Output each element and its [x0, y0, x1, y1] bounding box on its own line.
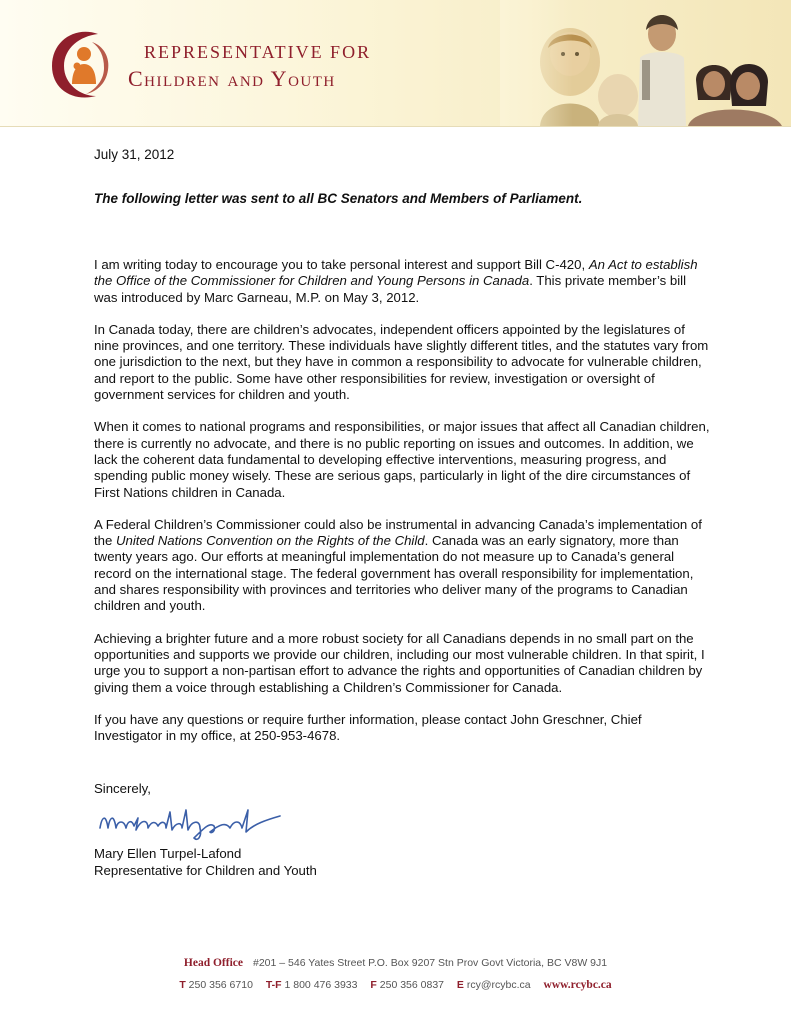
footer-address-line [0, 952, 791, 974]
paragraph-1 [94, 257, 712, 306]
fax-label: F [370, 979, 377, 991]
paragraph-1-text-b: . This private member’s bill was introduced by Marc Garneau, M.P. on May 3, 2012. [94, 273, 687, 305]
org-name-line1: REPRESENTATIVE FOR [144, 42, 372, 62]
signer-name: Mary Ellen Turpel-Lafond [94, 846, 242, 861]
tollfree-label: T-F [265, 979, 282, 991]
signer-block [94, 846, 317, 879]
paragraph-5: Achieving a brighter future and a more robust society for all Canadians depends in no small part on the opportunities and supports we provide our children, including our most vulnerable children. In that spirit, I urge you to support a non-partisan effort to advance the rights and opportunities of Canadian children by giving them a voice through establishing a Children’s Commissioner for Canada. [94, 630, 705, 695]
bill-title: An Act to establish the Office of the Commissioner for Children and Young Persons in Canada [94, 257, 698, 289]
email-label: E [456, 979, 464, 991]
paragraph-4 [94, 517, 712, 615]
un-convention-title: United Nations Convention on the Rights of the Child [116, 533, 425, 549]
children-photo-collage-icon [500, 0, 791, 126]
letter-footer [0, 952, 791, 996]
letter-intro-heading: The following letter was sent to all BC Senators and Members of Parliament. [94, 191, 583, 206]
tollfree-number[interactable]: 1 800 476 3933 [284, 979, 358, 991]
head-office-address: #201 – 546 Yates Street P.O. Box 9207 Stn Prov Govt Victoria, BC V8W 9J1 [252, 957, 608, 969]
paragraph-4-text-a: A Federal Children’s Commissioner could also be instrumental in advancing Canada’s implementation of the [94, 516, 702, 549]
head-office-label: Head Office [183, 957, 243, 969]
rcy-logo-icon [46, 24, 116, 104]
paragraph-2: In Canada today, there are children’s advocates, independent officers appointed by the legislatures of nine provinces, and one territory. These individuals have slightly different titles, and the statutes vary from one jurisdiction to the next, but they have in common a responsibility to advocate for vulnerable children, and report to the public. Some have other responsibilities for review, investigation or oversight of government services for children and youth. [94, 321, 709, 403]
letter-date: July 31, 2012 [94, 147, 175, 162]
handwritten-signature-icon [96, 798, 296, 846]
website-link[interactable]: www.rcybc.ca [543, 979, 612, 991]
paragraph-3: When it comes to national programs and responsibilities, or major issues that affect all Canadian children, there is currently no advocate, and there is no public reporting on issues and outcomes. In addition, we lack the coherent data fundamental to developing effective interventions, measuring progress, and spending public money wisely. These are serious gaps, particularly in light of the dire circumstances of First Nations children in Canada. [94, 419, 710, 500]
letter-body [94, 257, 712, 760]
email-link[interactable]: rcy@rcybc.ca [466, 979, 531, 991]
footer-contact-line [0, 974, 791, 996]
letterhead-banner [0, 0, 791, 127]
paragraph-4-text-b: . Canada was an early signatory, more than twenty years ago. Our efforts at meaningful implementation do not measure up to Canada’s general record on the international stage. The federal government has overall responsibility for implementation, and shares responsibility with provinces and territories who deliver many of the programs to Canadian children and youth. [94, 533, 694, 614]
paragraph-1-text-a: I am writing today to encourage you to take personal interest and support Bill C-420, [94, 257, 589, 272]
paragraph-6: If you have any questions or require further information, please contact John Greschner, Chief Investigator in my office, at 250-953-4678. [94, 711, 642, 744]
closing-salutation: Sincerely, [94, 781, 151, 796]
signer-title: Representative for Children and Youth [94, 862, 317, 878]
tel-label: T [179, 979, 186, 991]
fax-number: 250 356 0837 [379, 979, 444, 991]
org-name-line2: Children and Youth [128, 66, 336, 91]
tel-number[interactable]: 250 356 6710 [188, 979, 253, 991]
